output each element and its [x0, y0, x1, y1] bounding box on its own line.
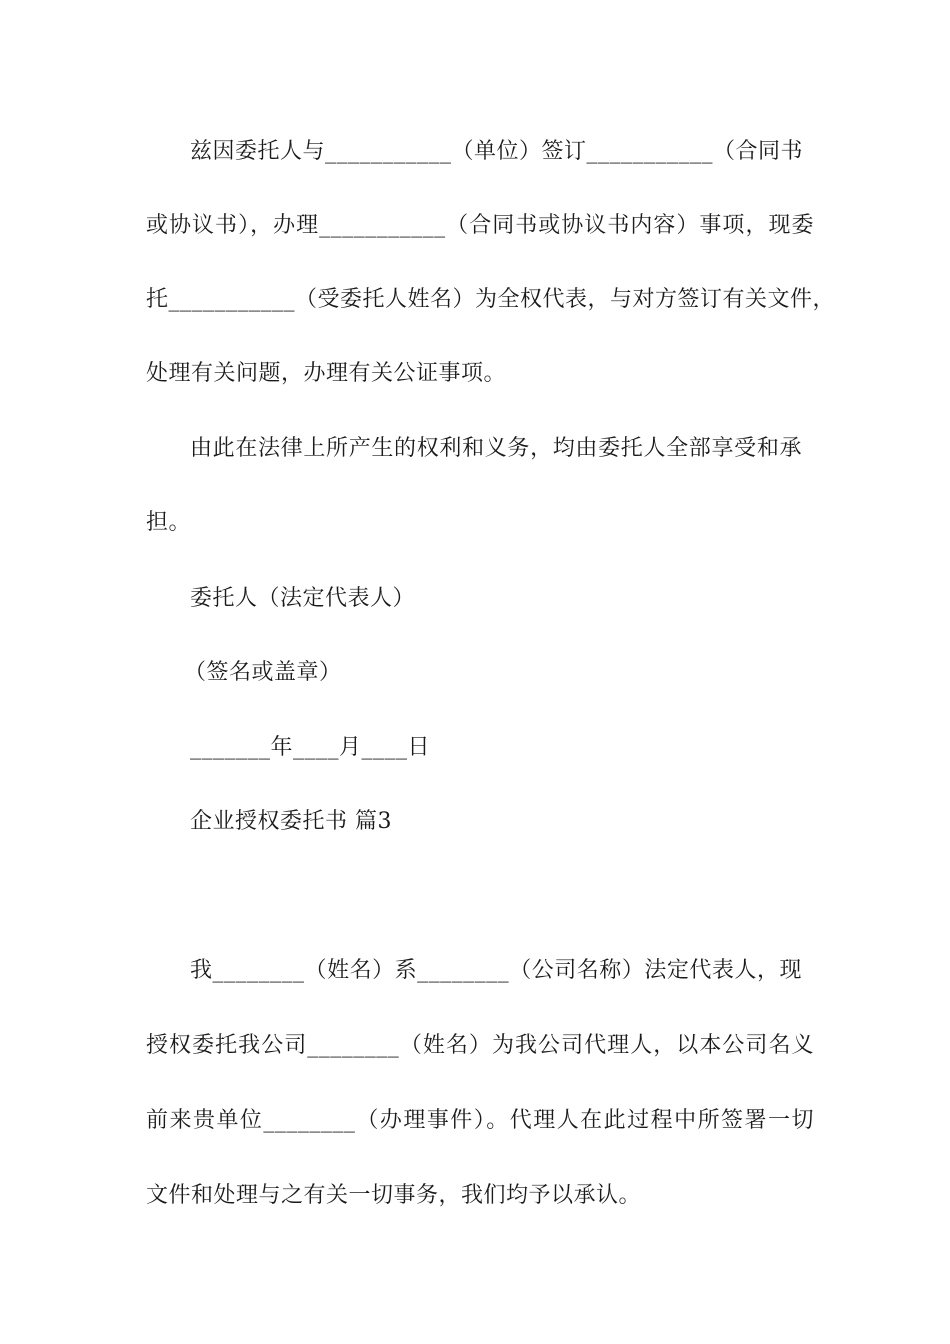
- date-line: _______年____月____日: [190, 735, 431, 760]
- paragraph-2-line-2: 担。: [146, 510, 192, 535]
- paragraph-1-line-2: 或协议书），办理___________（合同书或协议书内容）事项，现委: [146, 213, 814, 238]
- paragraph-1-line-1: 兹因委托人与___________（单位）签订___________（合同书: [190, 139, 804, 164]
- paragraph-2-line-1: 由此在法律上所产生的权利和义务，均由委托人全部享受和承: [190, 436, 802, 461]
- section-title: 企业授权委托书 篇3: [190, 809, 392, 834]
- paragraph-1-line-4: 处理有关问题，办理有关公证事项。: [146, 361, 507, 386]
- paragraph-3-line-4: 文件和处理与之有关一切事务，我们均予以承认。: [146, 1183, 642, 1208]
- principal-label: 委托人（法定代表人）: [190, 586, 416, 611]
- paragraph-3-line-1: 我________（姓名）系________（公司名称）法定代表人，现: [190, 958, 802, 983]
- paragraph-3-line-2: 授权委托我公司________（姓名）为我公司代理人，以本公司名义: [146, 1033, 814, 1058]
- sign-or-seal-label: （签名或盖章）: [184, 660, 342, 685]
- paragraph-3-line-3: 前来贵单位________（办理事件）。代理人在此过程中所签署一切: [146, 1108, 814, 1133]
- paragraph-1-line-3: 托___________（受委托人姓名）为全权代表，与对方签订有关文件，: [146, 287, 836, 312]
